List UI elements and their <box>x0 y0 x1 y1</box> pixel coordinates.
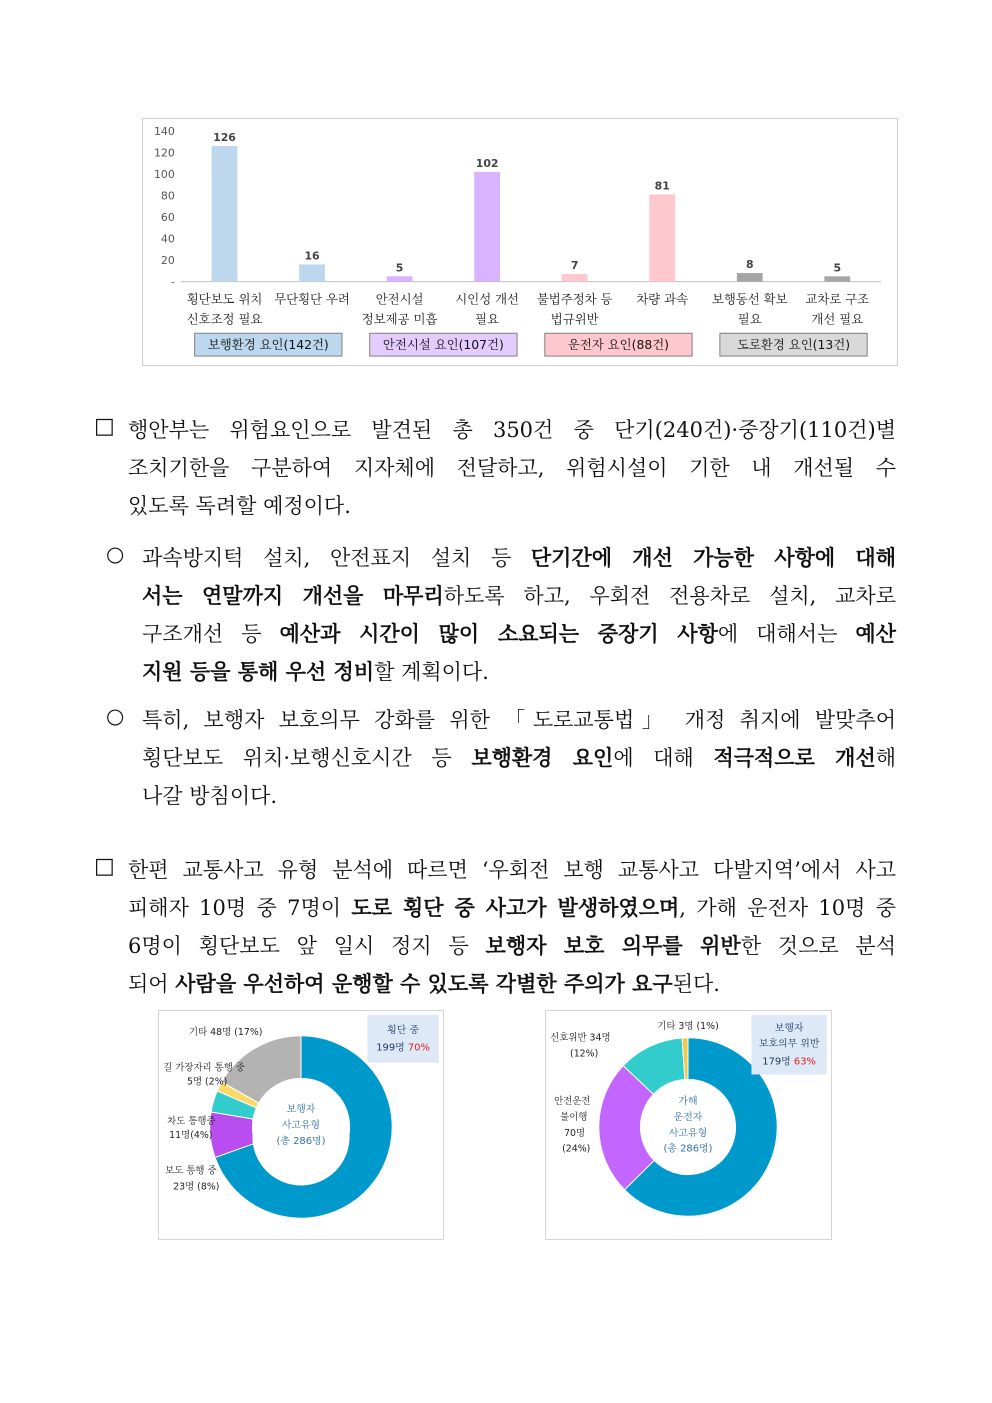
label-unsafe-2: 불이행 <box>560 1112 588 1124</box>
section1-line-1: 행안부는 위험요인으로 발견된 총 350건 중 단기(240건)·중장기(110건)별 <box>128 418 896 442</box>
label-edge-1: 길 가장자리 통행 중 <box>163 1062 245 1074</box>
group-label: 보행환경 요인(142건) <box>207 337 329 353</box>
section2-line-2: 피해자 10명 중 7명이 도로 횡단 중 사고가 발생하였으며, 가해 운전자 10명 중 <box>128 895 896 920</box>
donut-left-callout-2: 199명 70% <box>376 1042 430 1054</box>
label-etc: 기타 3명 (1%) <box>657 1020 719 1032</box>
label-walk-2: 23명 (8%) <box>173 1181 220 1193</box>
sub1-bullet: ○ <box>106 542 125 566</box>
y-tick-label: - <box>170 275 175 289</box>
y-tick-label: 20 <box>160 254 175 268</box>
label-road-2: 11명(4%) <box>169 1129 213 1141</box>
donut-right-callout-3: 179명 63% <box>762 1056 816 1068</box>
label-walk-1: 보도 통행 중 <box>165 1165 217 1177</box>
sub1-line-2: 서는 연말까지 개선을 마무리하도록 하고, 우회전 전용차로 설치, 교차로 <box>142 583 896 608</box>
sub2-line-2: 횡단보도 위치·보행신호시간 등 보행환경 요인에 대해 적극적으로 개선해 <box>142 745 897 770</box>
victim-type-donut-chart <box>158 1010 444 1240</box>
category-label: 횡단보도 위치 <box>186 291 263 307</box>
bar-value-label: 126 <box>213 131 236 145</box>
bar <box>299 264 325 281</box>
sub1-line-4: 지원 등을 통해 우선 정비할 계획이다. <box>142 659 489 684</box>
bar-value-label: 16 <box>304 249 320 263</box>
section2-line-1: 한편 교통사고 유형 분석에 따르면 ‘우회전 보행 교통사고 다발지역’에서 사고 <box>128 858 896 882</box>
bar <box>387 276 413 281</box>
section2-line-3: 6명이 횡단보도 앞 일시 정지 등 보행자 보호 의무를 위반한 것으로 분석 <box>128 933 897 958</box>
label-signal-1: 신호위반 34명 <box>550 1032 611 1044</box>
label-unsafe-3: 70명 <box>564 1127 586 1139</box>
label-unsafe-4: (24%) <box>562 1143 591 1155</box>
y-tick-label: 140 <box>153 124 175 138</box>
sub2-bullet: ○ <box>106 704 125 728</box>
section2-line-4: 되어 사람을 우선하여 운행할 수 있도록 각별한 주의가 요구된다. <box>128 971 720 996</box>
bar <box>824 276 850 281</box>
y-tick-label: 80 <box>160 189 175 203</box>
bar-value-label: 7 <box>570 259 579 273</box>
donut-left-center-3: (총 286명) <box>276 1135 326 1147</box>
bar-value-label: 8 <box>745 258 754 272</box>
label-unsafe-1: 안전운전 <box>554 1096 591 1108</box>
section1-bullet: □ <box>94 414 115 439</box>
section2-bullet: □ <box>94 854 115 879</box>
sub2-line-3: 나갈 방침이다. <box>142 784 278 808</box>
donut-right-callout-1: 보행자 <box>774 1022 804 1034</box>
category-label: 법규위반 <box>550 311 599 327</box>
label-road-1: 차도 통행중 <box>167 1116 216 1128</box>
category-label: 시인성 개선 <box>455 291 520 307</box>
category-label: 불법주정차 등 <box>536 291 613 307</box>
driver-type-donut-chart <box>545 1010 832 1240</box>
category-label: 무단횡단 우려 <box>274 291 350 307</box>
bar-value-label: 5 <box>395 261 404 275</box>
sub1-line-3: 구조개선 등 예산과 시간이 많이 소요되는 중장기 사항에 대해서는 예산 <box>142 621 896 646</box>
category-label: 교차로 구조 <box>805 291 870 307</box>
bar-value-label: 5 <box>833 261 842 275</box>
category-label: 차량 과속 <box>636 291 689 307</box>
category-label: 신호조정 필요 <box>186 311 263 327</box>
section1-line-3: 있도록 독려할 예정이다. <box>128 494 351 518</box>
donut-left-callout <box>367 1015 438 1063</box>
bar-value-label: 81 <box>654 179 670 193</box>
group-label: 운전자 요인(88건) <box>567 337 669 353</box>
donut-right-center-1: 가해 <box>678 1096 698 1108</box>
bar <box>737 273 763 282</box>
y-tick-label: 100 <box>153 167 175 181</box>
label-edge-2: 5명 (2%) <box>187 1076 228 1088</box>
category-label: 개선 필요 <box>811 311 864 327</box>
category-label: 안전시설 <box>375 291 424 307</box>
risk-factor-bar-chart <box>142 118 898 366</box>
donut-left-center-1: 보행자 <box>286 1104 316 1116</box>
donut-right-center-4: (총 286명) <box>663 1143 713 1155</box>
y-tick-label: 40 <box>160 232 175 246</box>
donut-right-center-3: 사고유형 <box>668 1127 708 1139</box>
y-tick-label: 60 <box>160 211 175 225</box>
y-tick-label: 120 <box>153 146 175 160</box>
group-label: 도로환경 요인(13건) <box>737 337 851 353</box>
category-label: 필요 <box>475 311 500 327</box>
sub2-line-1: 특히, 보행자 보호의무 강화를 위한 「도로교통법」 개정 취지에 발맞추어 <box>142 708 896 732</box>
donut-left-callout-1: 횡단 중 <box>387 1024 420 1036</box>
category-label: 보행동선 확보 <box>711 291 788 307</box>
bar <box>474 172 500 282</box>
group-label: 안전시설 요인(107건) <box>382 337 504 353</box>
donut-left-center-2: 사고유형 <box>281 1119 321 1131</box>
bar <box>212 146 238 282</box>
label-signal-2: (12%) <box>570 1048 599 1060</box>
donut-right-center-2: 운전자 <box>673 1112 703 1124</box>
label-etc: 기타 48명 (17%) <box>188 1026 263 1038</box>
bar-value-label: 102 <box>475 156 499 170</box>
donut-right-callout-2: 보호의무 위반 <box>758 1038 820 1050</box>
bar <box>562 274 588 282</box>
category-label: 정보제공 미흡 <box>361 311 438 327</box>
section1-line-2: 조치기한을 구분하여 지자체에 전달하고, 위험시설이 기한 내 개선될 수 <box>128 456 896 480</box>
category-label: 필요 <box>737 311 762 327</box>
sub1-line-1: 과속방지턱 설치, 안전표지 설치 등 단기간에 개선 가능한 사항에 대해 <box>142 545 896 570</box>
bar <box>649 194 675 281</box>
